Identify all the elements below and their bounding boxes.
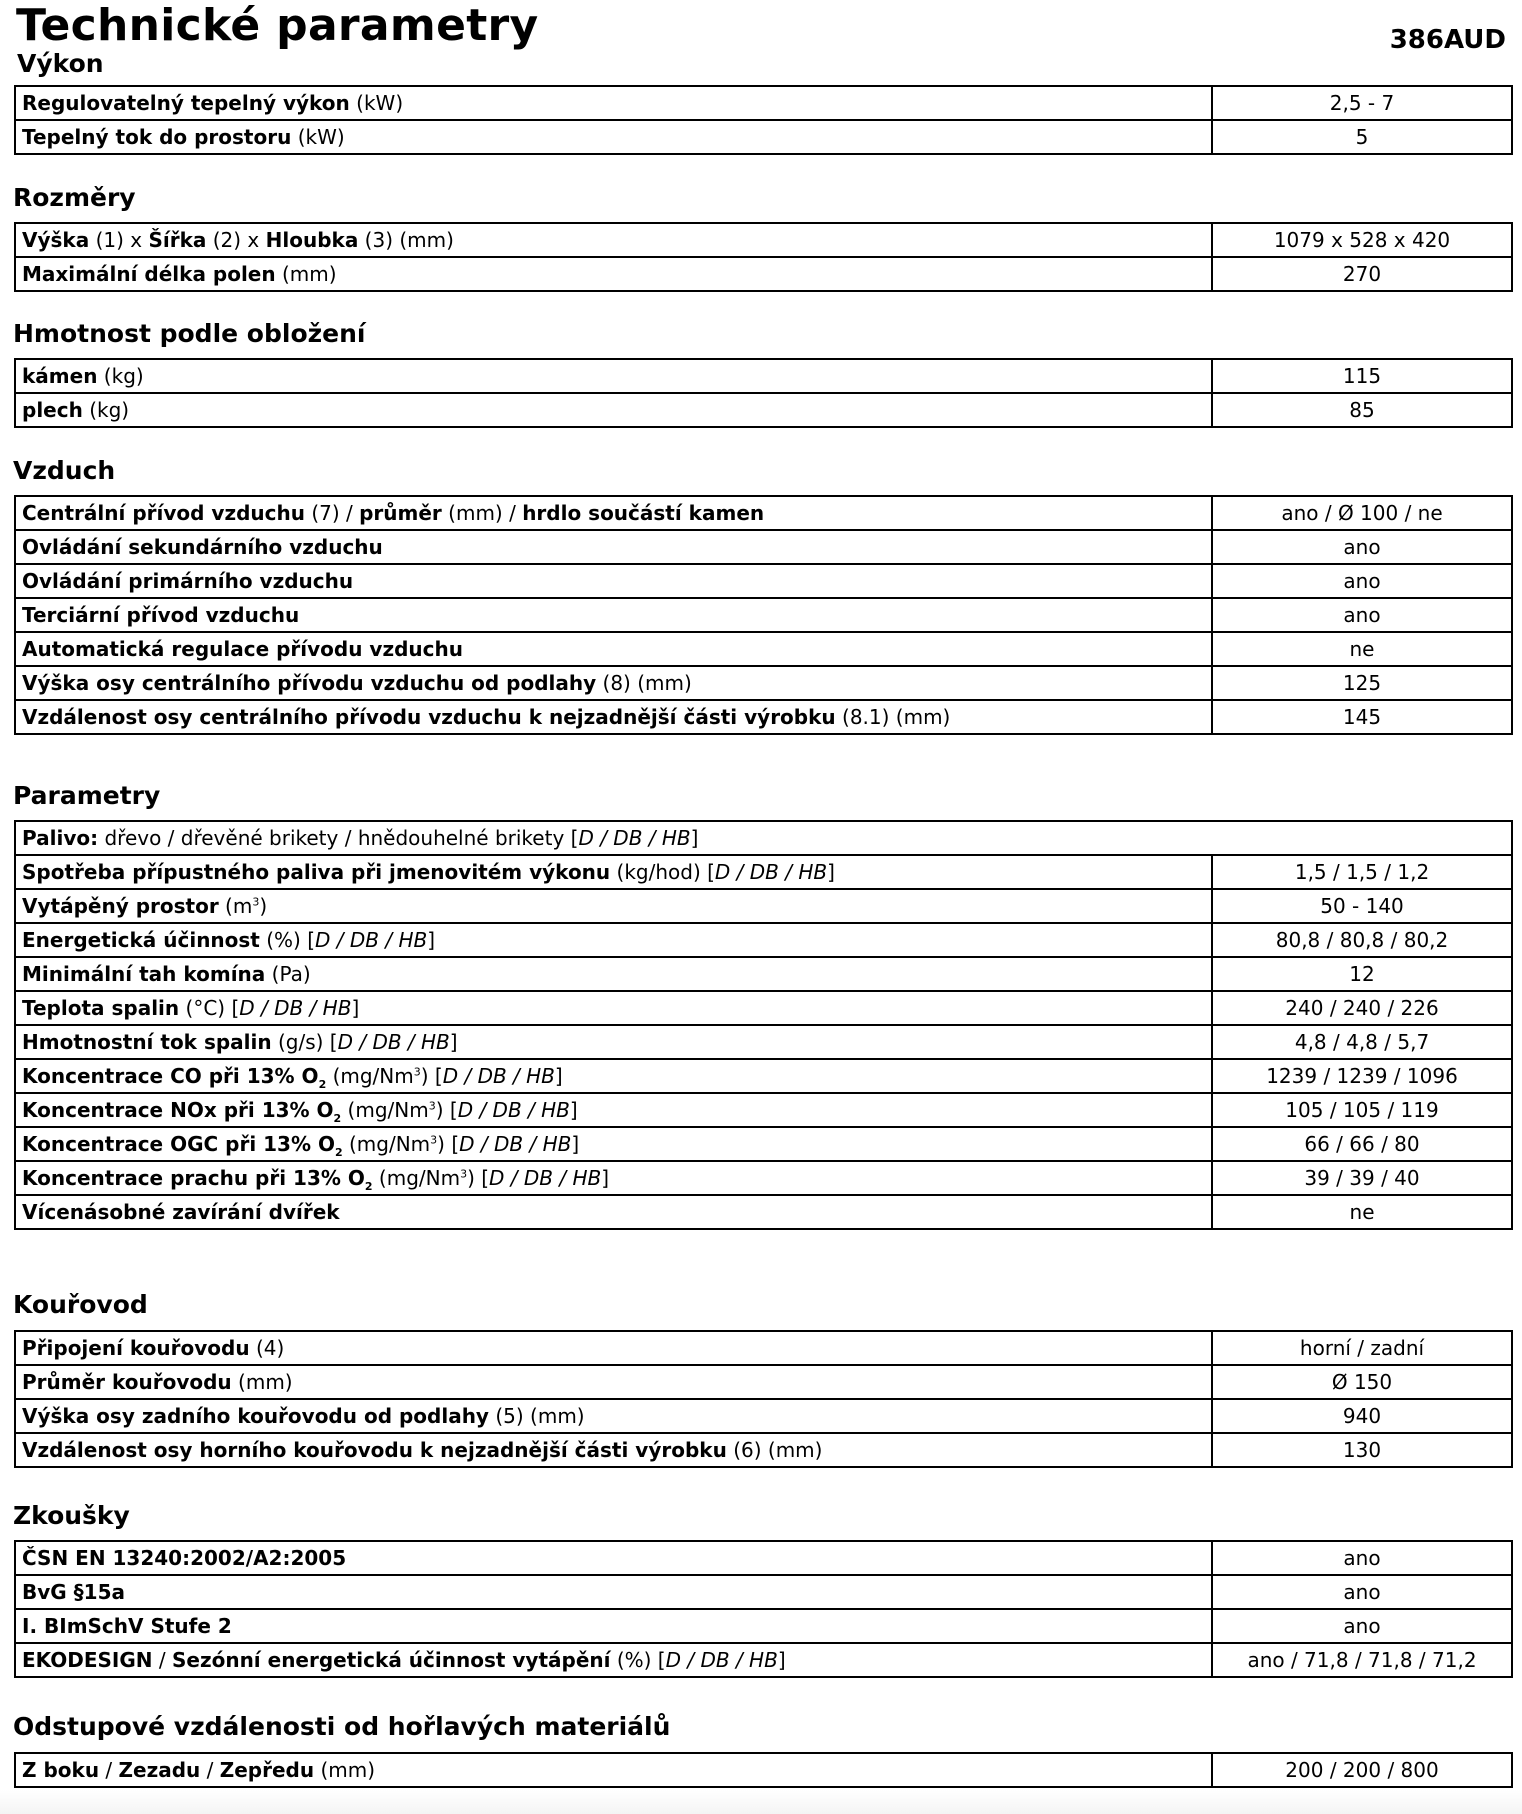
param-label: BvG §15a [15, 1575, 1212, 1609]
param-label: Ovládání primárního vzduchu [15, 564, 1212, 598]
param-label: Výška (1) x Šířka (2) x Hloubka (3) (mm) [15, 223, 1212, 257]
param-value: ano / Ø 100 / ne [1212, 496, 1512, 530]
param-label: Ovládání sekundárního vzduchu [15, 530, 1212, 564]
param-label: Centrální přívod vzduchu (7) / průměr (mm) / hrdlo součástí kamen [15, 496, 1212, 530]
param-value: 85 [1212, 393, 1512, 427]
table-row [15, 1609, 1512, 1643]
param-value: ano [1212, 598, 1512, 632]
param-label: Koncentrace CO při 13% $O_2$ (mg/Nm$^3$) [D / DB / HB] [15, 1059, 1212, 1093]
param-value: 39 / 39 / 40 [1212, 1161, 1512, 1195]
table-row [15, 393, 1512, 427]
table-row [15, 700, 1512, 734]
param-label: Terciární přívod vzduchu [15, 598, 1212, 632]
table-row [15, 1331, 1512, 1365]
table-row [15, 86, 1512, 120]
param-value: horní / zadní [1212, 1331, 1512, 1365]
page-bottom-edge [0, 1790, 1522, 1814]
param-value: Ø 150 [1212, 1365, 1512, 1399]
table-odstupove [14, 1752, 1513, 1788]
param-label: plech (kg) [15, 393, 1212, 427]
section-title-vykon: Výkon [17, 49, 104, 78]
table-row [15, 598, 1512, 632]
param-value: ne [1212, 632, 1512, 666]
param-label: kámen (kg) [15, 359, 1212, 393]
param-label: I. BImSchV Stufe 2 [15, 1609, 1212, 1643]
param-value: 80,8 / 80,8 / 80,2 [1212, 923, 1512, 957]
table-row [15, 1059, 1512, 1093]
table-row [15, 957, 1512, 991]
param-label: Minimální tah komína (Pa) [15, 957, 1212, 991]
param-value: 145 [1212, 700, 1512, 734]
table-row [15, 1093, 1512, 1127]
table-row [15, 223, 1512, 257]
table-row [15, 889, 1512, 923]
param-value: 4,8 / 4,8 / 5,7 [1212, 1025, 1512, 1059]
param-label: Teplota spalin (°C) [D / DB / HB] [15, 991, 1212, 1025]
param-label: Výška osy zadního kouřovodu od podlahy (5) (mm) [15, 1399, 1212, 1433]
param-value: ano [1212, 1575, 1512, 1609]
param-value: 1079 x 528 x 420 [1212, 223, 1512, 257]
param-value: 115 [1212, 359, 1512, 393]
param-value: 200 / 200 / 800 [1212, 1753, 1512, 1787]
fuel-label: Palivo: dřevo / dřevěné brikety / hnědouhelné brikety [D / DB / HB] [15, 821, 1512, 855]
model-code: 386AUD [1389, 25, 1506, 55]
table-row [15, 1025, 1512, 1059]
section-title-odstupove: Odstupové vzdálenosti od hořlavých materiálů [13, 1712, 671, 1741]
param-value: 66 / 66 / 80 [1212, 1127, 1512, 1161]
param-label: Vícenásobné zavírání dvířek [15, 1195, 1212, 1229]
param-label: Regulovatelný tepelný výkon (kW) [15, 86, 1212, 120]
param-value: 940 [1212, 1399, 1512, 1433]
table-row [15, 496, 1512, 530]
param-label: Koncentrace prachu při 13% $O_2$ (mg/Nm$^3$) [D / DB / HB] [15, 1161, 1212, 1195]
table-kourovod [14, 1330, 1513, 1468]
table-vzduch [14, 495, 1513, 735]
table-zkousky [14, 1540, 1513, 1678]
table-row [15, 1127, 1512, 1161]
table-row [15, 855, 1512, 889]
param-label: Spotřeba přípustného paliva při jmenovitém výkonu (kg/hod) [D / DB / HB] [15, 855, 1212, 889]
table-row [15, 821, 1512, 855]
param-value: 130 [1212, 1433, 1512, 1467]
param-value: 105 / 105 / 119 [1212, 1093, 1512, 1127]
param-value: 2,5 - 7 [1212, 86, 1512, 120]
table-row [15, 1365, 1512, 1399]
table-row [15, 359, 1512, 393]
param-value: 12 [1212, 957, 1512, 991]
page-title: Technické parametry [16, 0, 539, 51]
table-vykon [14, 85, 1513, 155]
param-label: Z boku / Zezadu / Zepředu (mm) [15, 1753, 1212, 1787]
section-title-kourovod: Kouřovod [13, 1290, 148, 1319]
table-row [15, 991, 1512, 1025]
table-row [15, 666, 1512, 700]
section-title-hmotnost: Hmotnost podle obložení [13, 319, 366, 348]
table-row [15, 257, 1512, 291]
param-value: 270 [1212, 257, 1512, 291]
param-label: Vzdálenost osy horního kouřovodu k nejzadnější části výrobku (6) (mm) [15, 1433, 1212, 1467]
table-row [15, 530, 1512, 564]
table-row [15, 632, 1512, 666]
param-value: 125 [1212, 666, 1512, 700]
table-row [15, 1541, 1512, 1575]
param-label: Tepelný tok do prostoru (kW) [15, 120, 1212, 154]
param-label: Průměr kouřovodu (mm) [15, 1365, 1212, 1399]
param-label: Koncentrace OGC při 13% $O_2$ (mg/Nm$^3$) [D / DB / HB] [15, 1127, 1212, 1161]
param-label: Hmotnostní tok spalin (g/s) [D / DB / HB] [15, 1025, 1212, 1059]
param-value: 5 [1212, 120, 1512, 154]
table-row [15, 923, 1512, 957]
table-row [15, 1399, 1512, 1433]
param-value: 50 - 140 [1212, 889, 1512, 923]
section-title-vzduch: Vzduch [13, 456, 116, 485]
param-label: Koncentrace NOx při 13% $O_2$ (mg/Nm$^3$) [D / DB / HB] [15, 1093, 1212, 1127]
param-label: Vytápěný prostor $(m^3)$ [15, 889, 1212, 923]
param-label: Maximální délka polen (mm) [15, 257, 1212, 291]
param-value: ano [1212, 530, 1512, 564]
table-rozmery [14, 222, 1513, 292]
table-row [15, 1643, 1512, 1677]
param-value: ano / 71,8 / 71,8 / 71,2 [1212, 1643, 1512, 1677]
table-hmotnost [14, 358, 1513, 428]
param-value: 1,5 / 1,5 / 1,2 [1212, 855, 1512, 889]
table-row [15, 1195, 1512, 1229]
param-value: ano [1212, 564, 1512, 598]
section-title-parametry: Parametry [13, 781, 161, 810]
param-value: ano [1212, 1609, 1512, 1643]
param-label: Energetická účinnost (%) [D / DB / HB] [15, 923, 1212, 957]
table-row [15, 120, 1512, 154]
param-label: Připojení kouřovodu (4) [15, 1331, 1212, 1365]
table-row [15, 1161, 1512, 1195]
param-label: Automatická regulace přívodu vzduchu [15, 632, 1212, 666]
table-parametry [14, 820, 1513, 1230]
table-row [15, 1753, 1512, 1787]
param-value: ne [1212, 1195, 1512, 1229]
param-value: 1239 / 1239 / 1096 [1212, 1059, 1512, 1093]
table-row [15, 1575, 1512, 1609]
table-row [15, 1433, 1512, 1467]
param-value: ano [1212, 1541, 1512, 1575]
param-label: ČSN EN 13240:2002/A2:2005 [15, 1541, 1212, 1575]
param-label: Výška osy centrálního přívodu vzduchu od podlahy (8) (mm) [15, 666, 1212, 700]
section-title-zkousky: Zkoušky [13, 1501, 130, 1530]
param-label: Vzdálenost osy centrálního přívodu vzduchu k nejzadnější části výrobku (8.1) (mm) [15, 700, 1212, 734]
param-label: EKODESIGN / Sezónní energetická účinnost vytápění (%) [D / DB / HB] [15, 1643, 1212, 1677]
param-value: 240 / 240 / 226 [1212, 991, 1512, 1025]
section-title-rozmery: Rozměry [13, 183, 136, 212]
table-row [15, 564, 1512, 598]
